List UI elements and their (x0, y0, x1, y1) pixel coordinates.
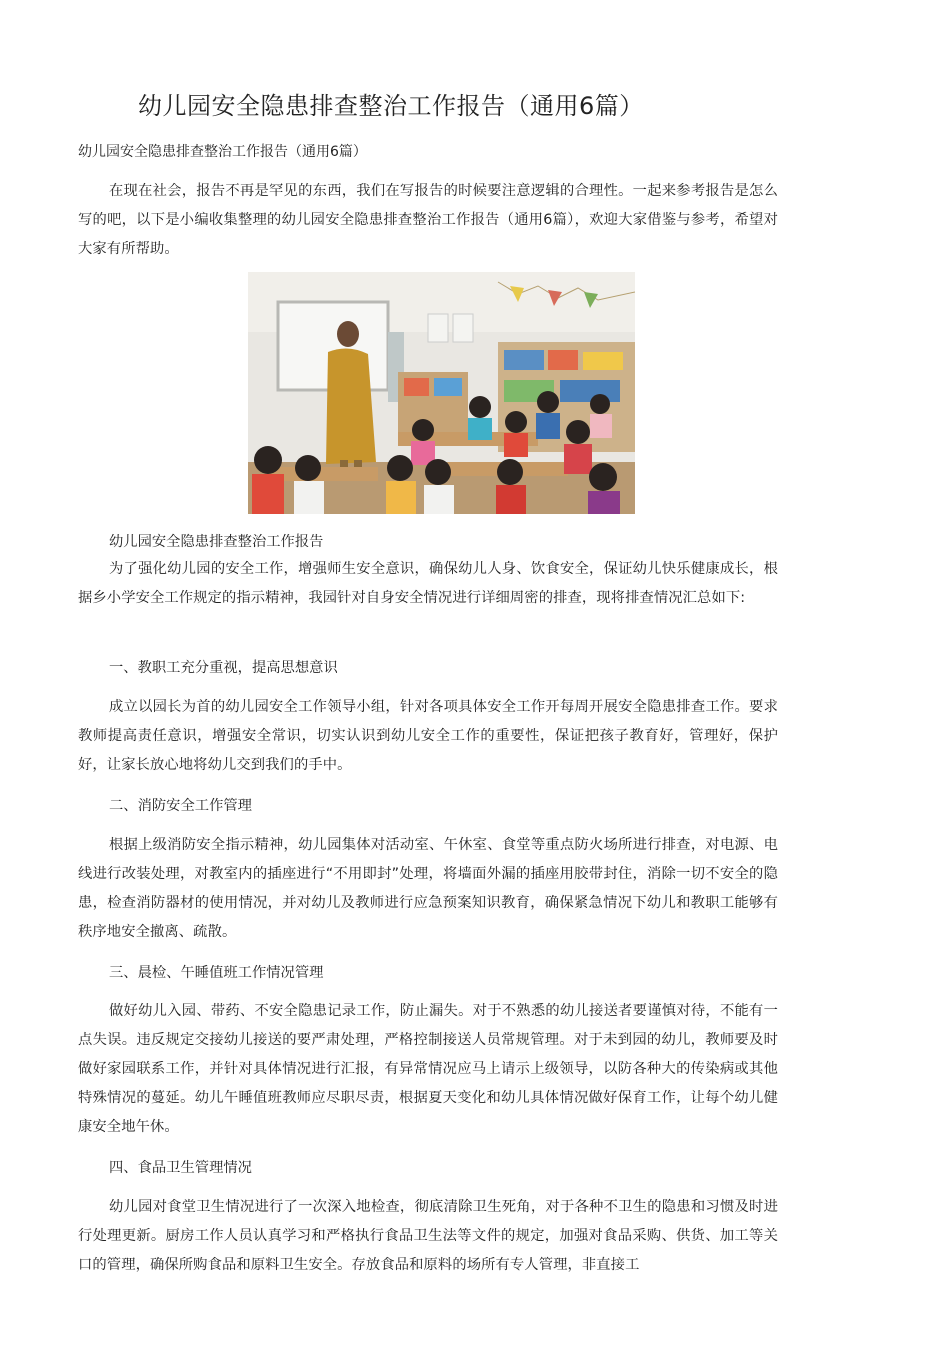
section-heading-3: 三、晨检、午睡值班工作情况管理 (109, 965, 324, 981)
section-heading-4: 四、食品卫生管理情况 (109, 1160, 252, 1176)
section-body-1: 成立以园长为首的幼儿园安全工作领导小组，针对各项具体安全工作开每周开展安全隐患排查工作。要求教师提高责任意识，增强安全常识，切实认识到幼儿安全工作的重要性，保证把孩子教育好，管理好，保护好，让家长放心地将幼儿交到我们的手中。 (78, 699, 778, 773)
section-heading-2: 二、消防安全工作管理 (109, 798, 252, 814)
section-body-4: 幼儿园对食堂卫生情况进行了一次深入地检查，彻底清除卫生死角，对于各种不卫生的隐患和习惯及时进行处理更新。厨房工作人员认真学习和严格执行食品卫生法等文件的规定，加强对食品采购、供货、加工等关口的管理，确保所购食品和原料卫生安全。存放食品和原料的场所有专人管理，非直接工 (78, 1199, 778, 1273)
intro-paragraph: 在现在社会，报告不再是罕见的东西，我们在写报告的时候要注意逻辑的合理性。一起来参考报告是怎么写的吧，以下是小编收集整理的幼儿园安全隐患排查整治工作报告（通用6篇），欢迎大家借鉴与参考，希望对大家有所帮助。 (78, 183, 778, 257)
section-heading-1: 一、教职工充分重视，提高思想意识 (109, 660, 338, 676)
section-body-2: 根据上级消防安全指示精神，幼儿园集体对活动室、午休室、食堂等重点防火场所进行排查，对电源、电线进行改装处理，对教室内的插座进行“不用即封”处理，将墙面外漏的插座用胶带封住，消除一切不安全的隐患，检查消防器材的使用情况，并对幼儿及教师进行应急预案知识教育，确保紧急情况下幼儿和教职工能够有秩序地安全撤离、疏散。 (78, 837, 778, 940)
section-body-3: 做好幼儿入园、带药、不安全隐患记录工作，防止漏失。对于不熟悉的幼儿接送者要谨慎对待，不能有一点失误。违反规定交接幼儿接送的要严肃处理，严格控制接送人员常规管理。对于未到园的幼儿，教师要及时做好家园联系工作，并针对具体情况进行汇报，有异常情况应马上请示上级领导，以防各种大的传染病或其他特殊情况的蔓延。幼儿午睡值班教师应尽职尽责，根据夏天变化和幼儿具体情况做好保育工作，让每个幼儿健康安全地午休。 (78, 1003, 778, 1135)
document-title: 幼儿园安全隐患排查整治工作报告（通用6篇） (138, 92, 644, 120)
document-subtitle: 幼儿园安全隐患排查整治工作报告（通用6篇） (78, 144, 367, 160)
classroom-photo (248, 272, 635, 514)
report-intro-paragraph: 为了强化幼儿园的安全工作，增强师生安全意识，确保幼儿人身、饮食安全，保证幼儿快乐健康成长，根据乡小学安全工作规定的指示精神，我园针对自身安全情况进行详细周密的排查，现将排查情况汇总如下: (78, 561, 778, 606)
report-heading: 幼儿园安全隐患排查整治工作报告 (109, 534, 324, 550)
